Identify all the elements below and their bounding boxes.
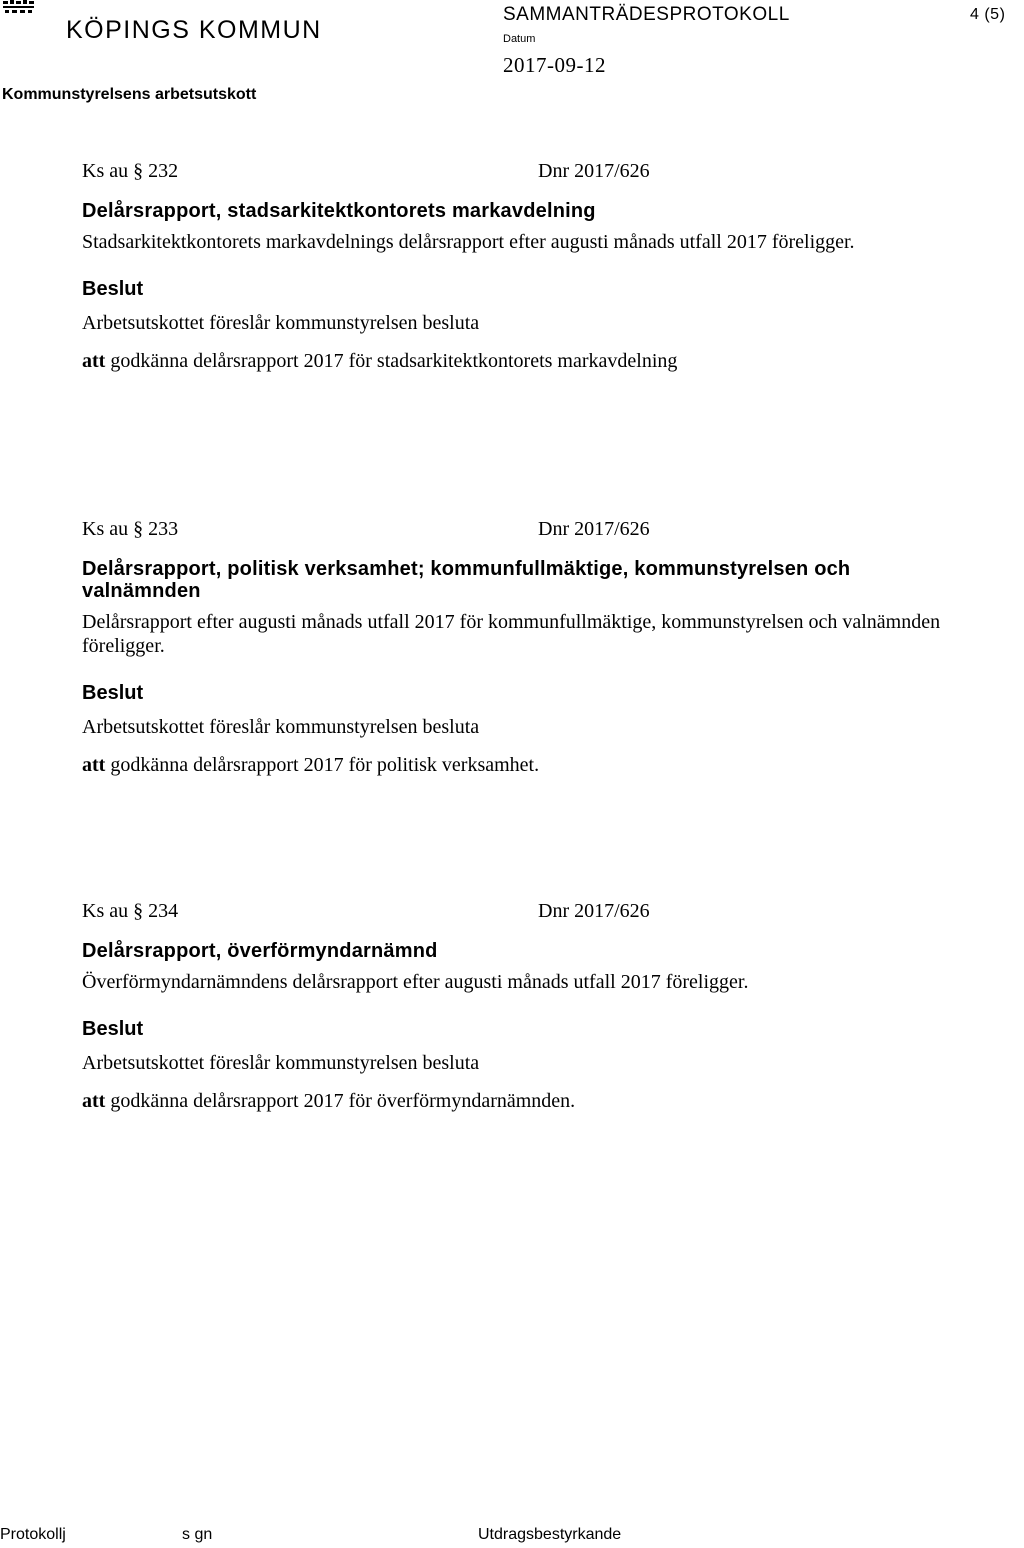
section-title: Delårsrapport, politisk verksamhet; kommunfullmäktige, kommunstyrelsen och valnämnden <box>82 558 851 602</box>
decision-clause <box>82 753 982 777</box>
paragraph-reference: Ks au § 232 <box>82 160 179 182</box>
agenda-section <box>82 518 982 777</box>
decision-clause <box>82 349 982 373</box>
section-reference-row <box>82 900 982 930</box>
section-reference-row <box>82 518 982 548</box>
section-title: Delårsrapport, överförmyndarnämnd <box>82 940 438 962</box>
att-keyword: att <box>82 350 106 372</box>
committee-name: Kommunstyrelsens arbetsutskott <box>2 86 257 103</box>
decision-clause-text: godkänna delårsrapport 2017 för överförmyndarnämnden. <box>105 1090 576 1112</box>
page-number: 4 (5) <box>970 6 1006 23</box>
decision-clause <box>82 1089 982 1113</box>
section-title: Delårsrapport, stadsarkitektkontorets markavdelning <box>82 200 596 222</box>
paragraph-reference: Ks au § 234 <box>82 900 179 922</box>
agenda-section <box>82 160 982 373</box>
diary-number: Dnr 2017/626 <box>538 518 650 540</box>
decision-heading: Beslut <box>82 682 144 704</box>
organization-name: KÖPINGS KOMMUN <box>66 16 322 44</box>
decision-text: Arbetsutskottet föreslår kommunstyrelsen besluta <box>82 312 480 334</box>
att-keyword: att <box>82 754 106 776</box>
att-keyword: att <box>82 1090 106 1112</box>
section-reference-row <box>82 160 982 190</box>
meeting-date: 2017-09-12 <box>503 53 606 77</box>
decision-heading: Beslut <box>82 1018 144 1040</box>
footer-certification-label: Utdragsbestyrkande <box>478 1526 622 1543</box>
section-body: Stadsarkitektkontorets markavdelnings delårsrapport efter augusti månads utfall 2017 föreligger. <box>82 231 855 253</box>
decision-text: Arbetsutskottet föreslår kommunstyrelsen besluta <box>82 716 480 738</box>
decision-heading: Beslut <box>82 278 144 300</box>
date-label: Datum <box>503 33 536 45</box>
municipality-logo-icon <box>3 0 35 14</box>
agenda-section <box>82 900 982 1113</box>
decision-clause-text: godkänna delårsrapport 2017 för stadsarkitektkontorets markavdelning <box>105 350 678 372</box>
diary-number: Dnr 2017/626 <box>538 900 650 922</box>
paragraph-reference: Ks au § 233 <box>82 518 179 540</box>
document-type: SAMMANTRÄDESPROTOKOLL <box>503 4 790 25</box>
footer-protocol-label: Protokollj <box>0 1526 66 1543</box>
decision-text: Arbetsutskottet föreslår kommunstyrelsen besluta <box>82 1052 480 1074</box>
section-body: Överförmyndarnämndens delårsrapport efter augusti månads utfall 2017 föreligger. <box>82 971 749 993</box>
diary-number: Dnr 2017/626 <box>538 160 650 182</box>
section-body: Delårsrapport efter augusti månads utfall 2017 för kommunfullmäktige, kommunstyrelsen och valnämnden föreligger. <box>82 611 941 657</box>
footer-signature-label: s gn <box>182 1526 213 1543</box>
decision-clause-text: godkänna delårsrapport 2017 för politisk verksamhet. <box>105 754 540 776</box>
